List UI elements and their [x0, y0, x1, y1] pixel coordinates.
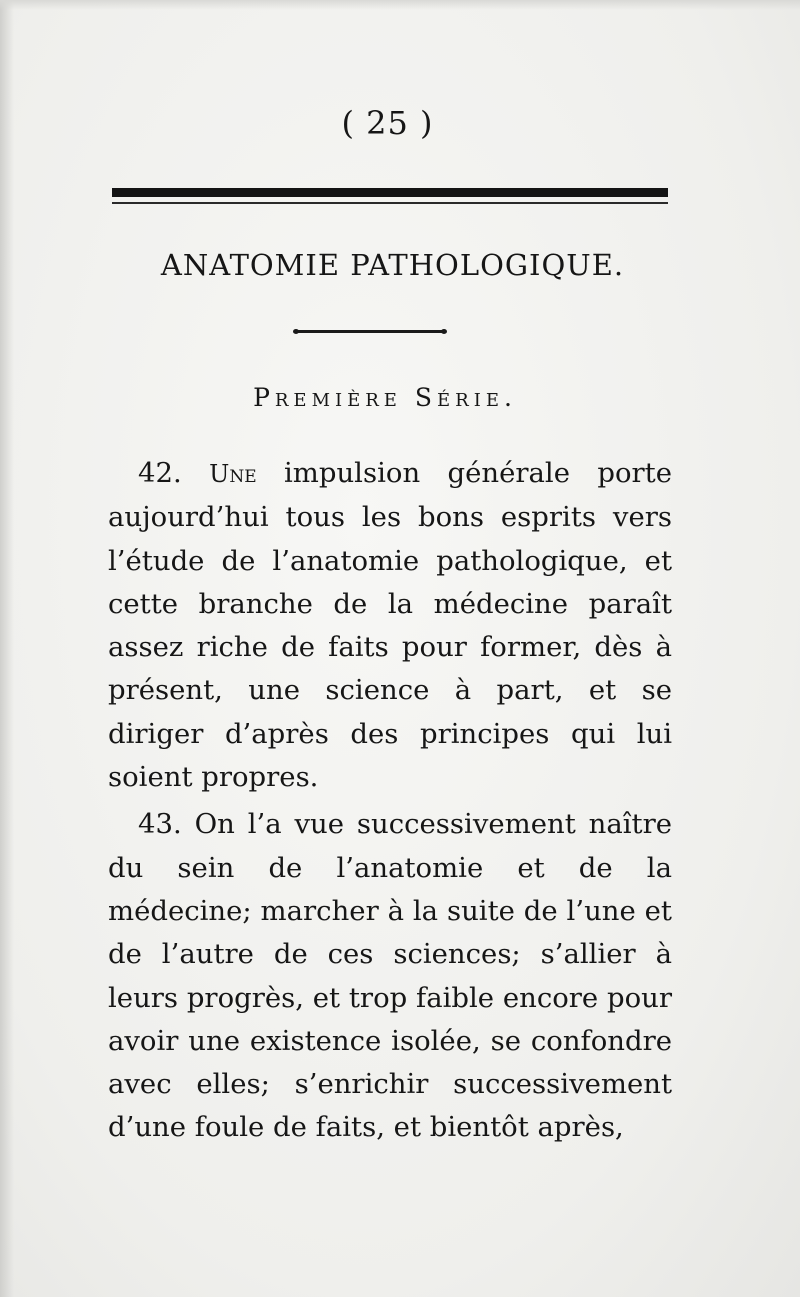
paragraph-text: On l’a vue successivement naître du sein de l’anatomie et de la médecine; marcher à la suite de l’une et de l’autre de ces sciences; s’allier à leurs progrès, et trop faible encore pour avoir une existence isolée, se confondre avec elles; s’enrichir successivement d’une foule de faits, et bientôt après, — [108, 808, 672, 1144]
section-title: ANATOMIE PATHOLOGIQUE. — [160, 248, 625, 282]
paragraph-number: 43. — [138, 808, 182, 841]
paragraph-43 — [108, 803, 672, 1149]
page-gutter-shadow — [0, 0, 14, 1297]
ornamental-rule — [296, 330, 444, 333]
series-title: Première Série. — [253, 383, 517, 412]
body-text — [108, 452, 672, 1154]
page-top-shadow — [0, 0, 800, 10]
header-rule-thin — [112, 202, 668, 204]
paragraph-text: impulsion générale porte aujourd’hui tous les bons esprits vers l’étude de l’anatomie pathologique, et cette branche de la médecine paraît assez riche de faits pour former, dès à présent, une science à part, et se diriger d’après des principes qui lui soient propres. — [108, 457, 672, 794]
paragraph-42 — [108, 452, 672, 799]
page-number: ( 25 ) — [341, 104, 434, 142]
header-rule-thick — [112, 188, 668, 197]
paragraph-lead-word: Une — [209, 460, 257, 488]
paragraph-number: 42. — [138, 457, 182, 489]
